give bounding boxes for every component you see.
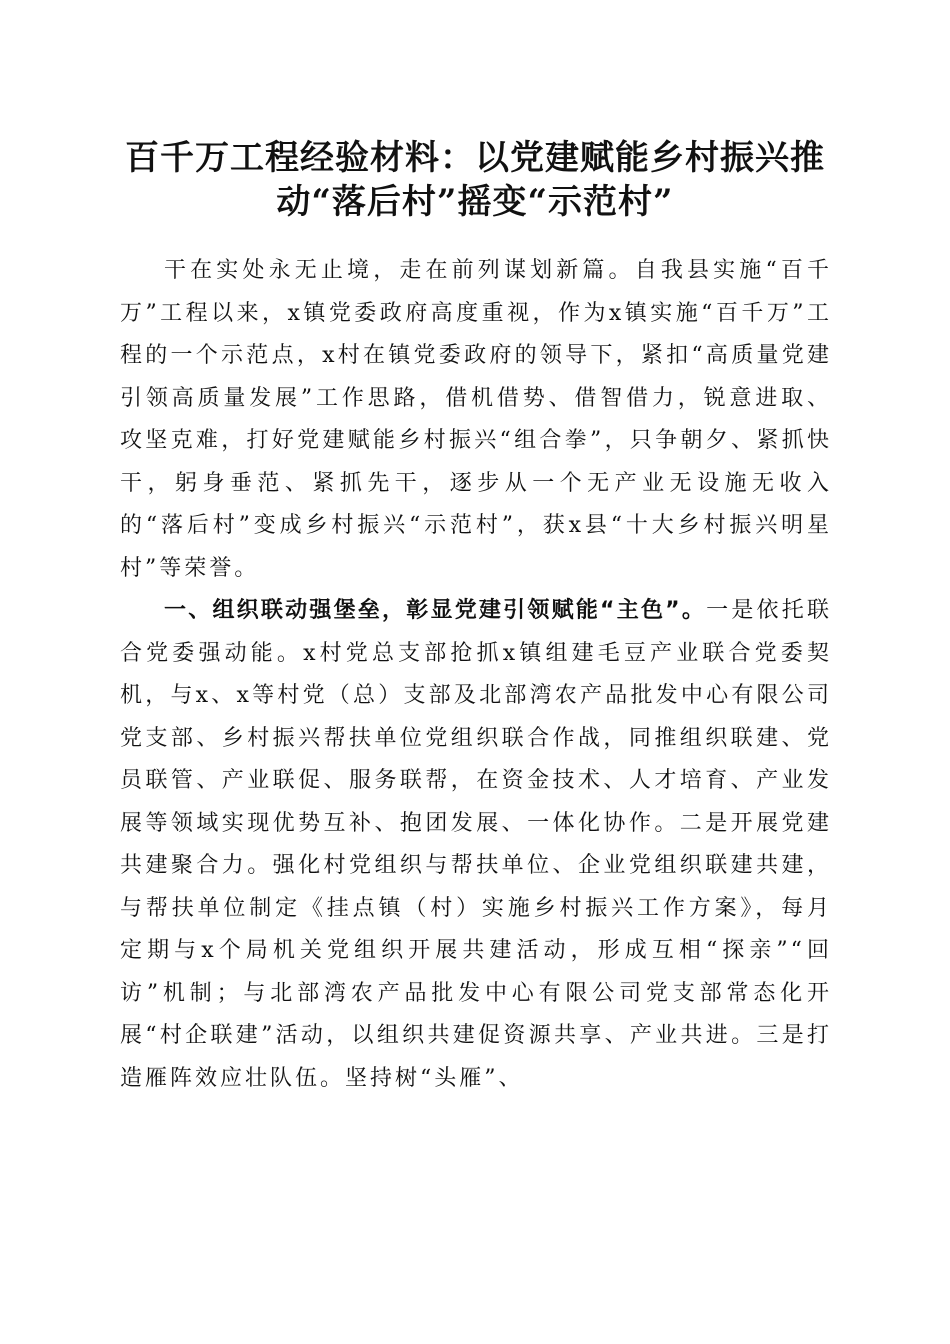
section-1-paragraph — [120, 590, 832, 1100]
section-1-heading: 一、组织联动强堡垒，彰显党建引领赋能“主色”。 — [164, 598, 707, 623]
intro-paragraph: 干在实处永无止境，走在前列谋划新篇。自我县实施“百千万”工程以来，x镇党委政府高度重视，作为x镇实施“百千万”工程的一个示范点，x村在镇党委政府的领导下，紧扣“高质量党建引领高质量发展”工作思路，借机借势、借智借力，锐意进取、攻坚克难，打好党建赋能乡村振兴“组合拳”，只争朝夕、紧抓快干，躬身垂范、紧抓先干，逐步从一个无产业无设施无收入的“落后村”变成乡村振兴“示范村”，获x县“十大乡村振兴明星村”等荣誉。 — [120, 258, 832, 581]
title-line-1: 百千万工程经验材料：以党建赋能乡村振兴推 — [125, 138, 825, 178]
document-title — [110, 136, 840, 224]
document-body — [120, 250, 832, 1100]
title-line-2: 动“落后村”摇变“示范村” — [276, 182, 674, 222]
section-1-text: 一是依托联合党委强动能。x村党总支部抢抓x镇组建毛豆产业联合党委契机，与x、x等村党（总）支部及北部湾农产品批发中心有限公司党支部、乡村振兴帮扶单位党组织联合作战，同推组织联建、党员联管、产业联促、服务联帮，在资金技术、人才培育、产业发展等领域实现优势互补、抱团发展、一体化协作。二是开展党建共建聚合力。强化村党组织与帮扶单位、企业党组织联建共建，与帮扶单位制定《挂点镇（村）实施乡村振兴工作方案》，每月定期与x个局机关党组织开展共建活动，形成互相“探亲”“回访”机制；与北部湾农产品批发中心有限公司党支部常态化开展“村企联建”活动，以组织共建促资源共享、产业共进。三是打造雁阵效应壮队伍。坚持树“头雁”、 — [120, 598, 832, 1091]
